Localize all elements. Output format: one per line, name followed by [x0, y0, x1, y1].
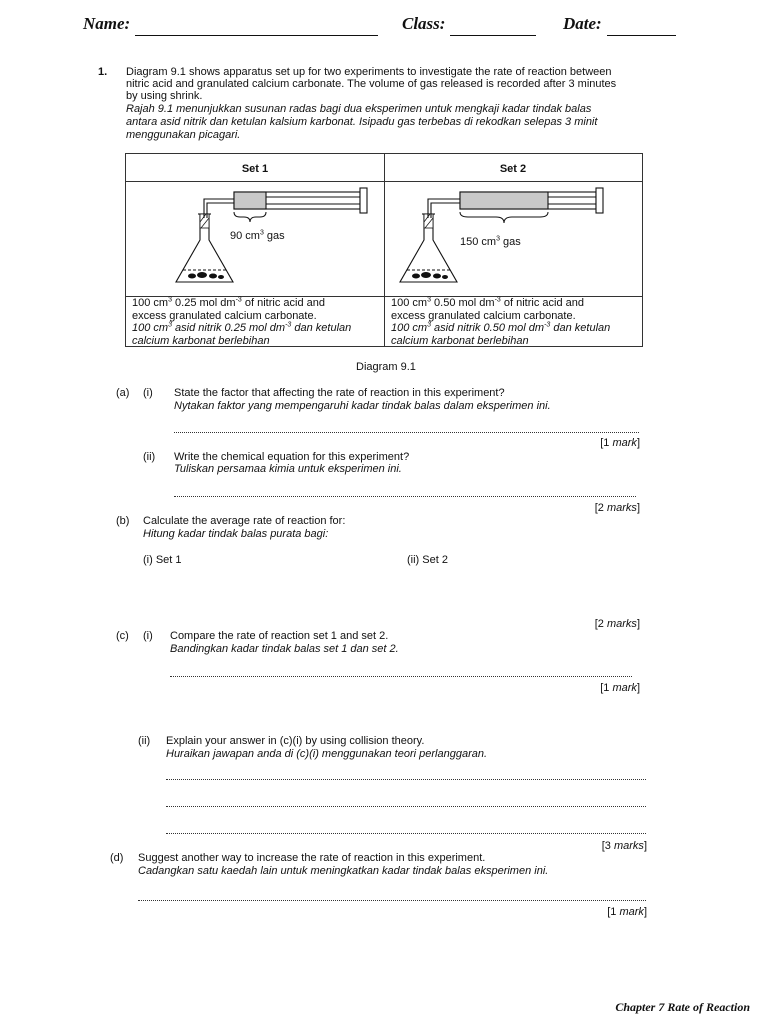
intro-ms-line1: Rajah 9.1 menunjukkan susunan radas bagi dua eksperimen untuk mengkaji kadar tindak balas	[126, 103, 592, 115]
class-field[interactable]	[450, 35, 536, 36]
set1-ms-line1: 100 $cm^3$ asid nitrik 0.25 mol $dm^{-3}$ dan ketulan	[132, 321, 352, 334]
intro-en-line1: Diagram 9.1 shows apparatus set up for two experiments to investigate the rate of reaction between	[126, 66, 612, 78]
set2-en-line1: 100 $cm^3$ 0.50 mol $dm^{-3}$ of nitric acid and	[391, 296, 584, 309]
set2-gas-volume: 150 $cm^3$ gas	[460, 235, 521, 248]
part-a-ii-question-ms: Tuliskan persamaa kimia untuk eksperimen ini.	[174, 463, 402, 475]
set2-description	[391, 297, 610, 347]
part-a-ii-marks: [2 marks]	[594, 502, 640, 514]
set1-en-line1: 100 $cm^3$ 0.25 mol $dm^{-3}$ of nitric acid and	[132, 296, 325, 309]
part-c-i-question-ms: Bandingkan kadar tindak balas set 1 dan set 2.	[170, 643, 399, 655]
set2-title: Set 2	[499, 163, 527, 175]
part-a-ii-question-en: Write the chemical equation for this experiment?	[174, 451, 410, 463]
part-c-label: (c)	[116, 630, 129, 642]
part-a-i-marks: [1 mark]	[600, 437, 640, 449]
part-c-ii-answer-line-3[interactable]	[166, 833, 646, 834]
set2-en-line2: excess granulated calcium carbonate.	[391, 309, 576, 322]
set1-gas-volume: 90 $cm^3$ gas	[230, 229, 285, 242]
part-c-ii-answer-line-1[interactable]	[166, 779, 646, 780]
chapter-footer: Chapter 7 Rate of Reaction	[615, 1000, 750, 1014]
part-d-question-ms: Cadangkan satu kaedah lain untuk meningkatkan kadar tindak balas eksperimen ini.	[138, 865, 549, 877]
intro-ms-line3: menggunakan picagari.	[126, 129, 241, 141]
part-c-ii-marks: [3 marks]	[601, 840, 647, 852]
part-b-ii-set2: (ii) Set 2	[407, 554, 448, 566]
name-label: Name:	[83, 14, 131, 33]
part-a-i-question-en: State the factor that affecting the rate of reaction in this experiment?	[174, 387, 505, 399]
part-c-ii-answer-line-2[interactable]	[166, 806, 646, 807]
question-number: 1.	[98, 66, 108, 78]
intro-en-line3: by using shrink.	[126, 90, 203, 102]
part-c-i-question-en: Compare the rate of reaction set 1 and set 2.	[170, 630, 389, 642]
part-b-label: (b)	[116, 515, 130, 527]
part-b-question-ms: Hitung kadar tindak balas purata bagi:	[143, 528, 329, 540]
set2-ms-line1: 100 $cm^3$ asid nitrik 0.50 mol $dm^{-3}$ dan ketulan	[391, 321, 611, 334]
part-c-ii-label: (ii)	[138, 735, 151, 747]
diagram-caption: Diagram 9.1	[356, 361, 416, 373]
part-c-i-answer-line[interactable]	[170, 676, 632, 677]
set1-ms-line2: calcium karbonat berlebihan	[132, 334, 270, 347]
part-b-i-set1: (i) Set 1	[143, 554, 182, 566]
part-a-i-answer-line[interactable]	[174, 432, 639, 433]
intro-en-line2: nitric acid and granulated calcium carbonate. The volume of gas released is recorded after 3 minutes	[126, 78, 617, 90]
part-a-i-label: (i)	[143, 387, 153, 399]
set1-description	[132, 297, 351, 347]
part-d-label: (d)	[110, 852, 124, 864]
intro-ms-line2: antara asid nitrik dan ketulan kalsium karbonat. Isipadu gas terbebas di rekodkan selepas 3 minit	[126, 116, 598, 128]
part-c-ii-question-ms: Huraikan jawapan anda di (c)(i) menggunakan teori perlanggaran.	[166, 748, 488, 760]
date-label: Date:	[563, 14, 602, 33]
part-a-ii-label: (ii)	[143, 451, 156, 463]
part-d-answer-line[interactable]	[138, 900, 646, 901]
part-c-i-label: (i)	[143, 630, 153, 642]
part-b-question-en: Calculate the average rate of reaction for:	[143, 515, 346, 527]
part-c-ii-question-en: Explain your answer in (c)(i) by using collision theory.	[166, 735, 425, 747]
name-field[interactable]	[135, 35, 378, 36]
set1-title: Set 1	[241, 163, 269, 175]
set2-ms-line2: calcium karbonat berlebihan	[391, 334, 529, 347]
part-a-i-question-ms: Nytakan faktor yang mempengaruhi kadar tindak balas dalam eksperimen ini.	[174, 400, 551, 412]
part-c-i-marks: [1 mark]	[600, 682, 640, 694]
part-a-ii-answer-line[interactable]	[174, 496, 636, 497]
class-label: Class:	[402, 14, 446, 33]
date-field[interactable]	[607, 35, 676, 36]
part-d-marks: [1 mark]	[607, 906, 647, 918]
part-a-label: (a)	[116, 387, 130, 399]
diagram-table	[125, 153, 643, 347]
part-b-marks: [2 marks]	[594, 618, 640, 630]
part-d-question-en: Suggest another way to increase the rate of reaction in this experiment.	[138, 852, 486, 864]
set1-en-line2: excess granulated calcium carbonate.	[132, 309, 317, 322]
